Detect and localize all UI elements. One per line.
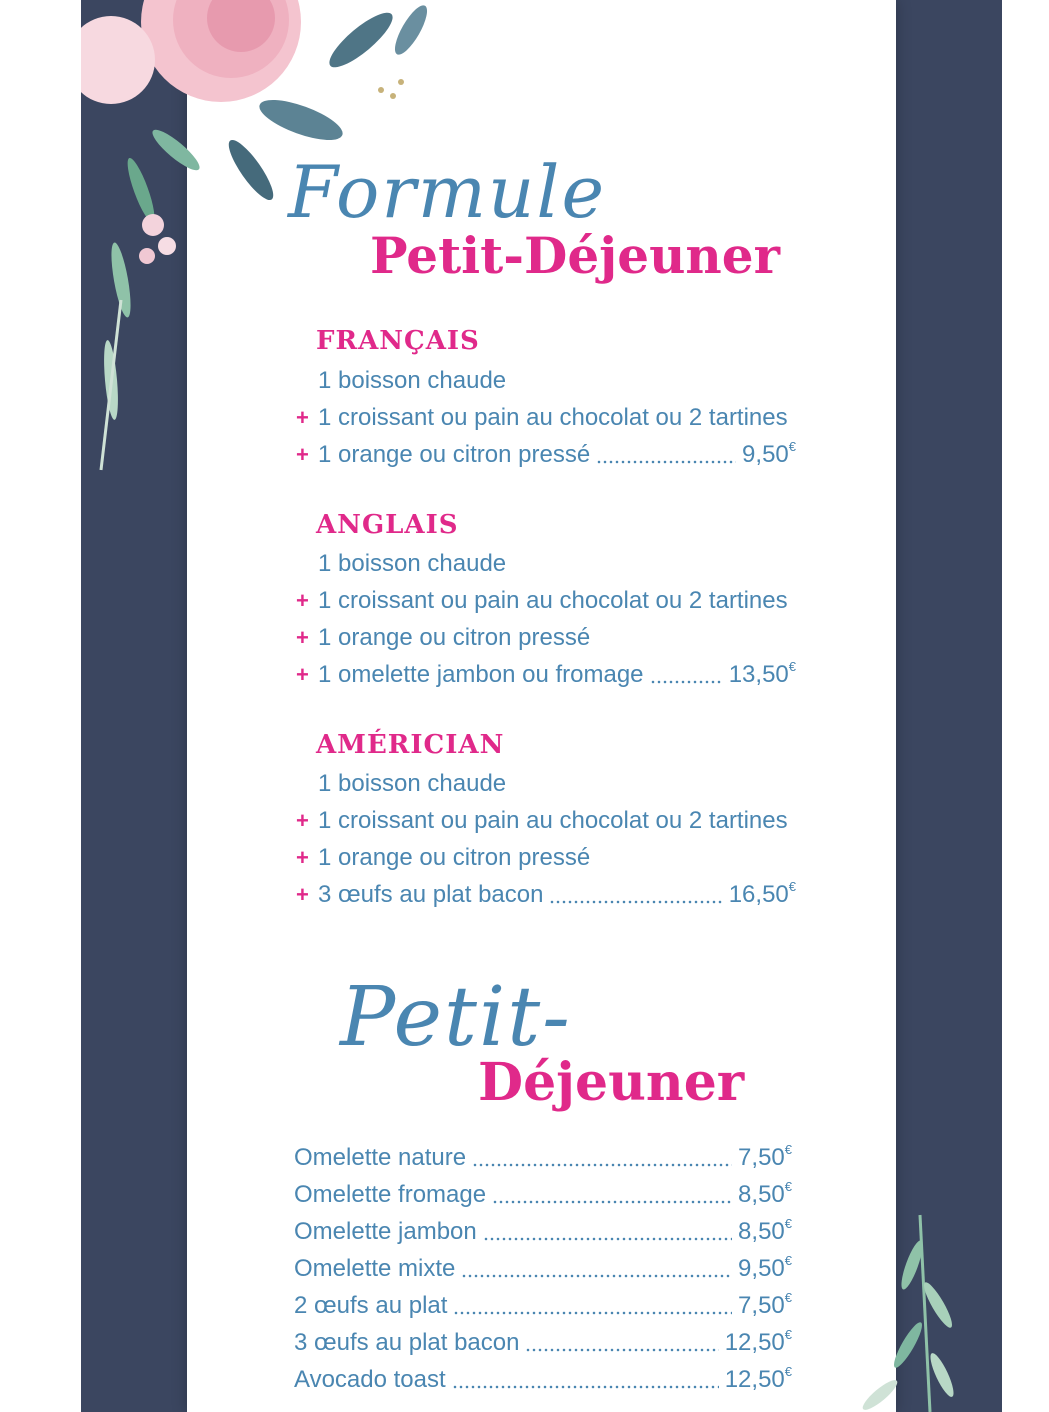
carte-price: 7,50€ xyxy=(738,1142,792,1171)
plus-icon: + xyxy=(296,662,309,687)
carte-item-text: Omelette mixte xyxy=(294,1255,456,1282)
formula-item-text: 1 croissant ou pain au chocolat ou 2 tartines xyxy=(318,807,788,834)
formula-price: 16,50€ xyxy=(728,879,796,908)
formula-line xyxy=(296,621,796,655)
formula-line xyxy=(296,547,796,581)
carte-line xyxy=(294,1326,792,1360)
formula-line xyxy=(296,804,796,838)
carte-price: 9,50€ xyxy=(738,1253,792,1282)
formula-price: 13,50€ xyxy=(728,659,796,688)
carte-price: 8,50€ xyxy=(738,1216,792,1245)
carte-item-text: Omelette fromage xyxy=(294,1181,487,1208)
plus-icon: + xyxy=(296,808,309,833)
formula-price: 9,50€ xyxy=(742,439,796,468)
formula-line xyxy=(296,364,796,398)
carte-line xyxy=(294,1178,792,1212)
dot-leader xyxy=(472,1163,732,1167)
carte-item-text: 3 œufs au plat bacon xyxy=(294,1329,520,1356)
formula-line xyxy=(296,584,796,618)
carte-item-text: Omelette nature xyxy=(294,1144,467,1171)
formula-item-text: 1 orange ou citron pressé xyxy=(318,441,591,468)
carte-item-text: Omelette jambon xyxy=(294,1218,477,1245)
dot-leader xyxy=(596,460,736,464)
carte-line xyxy=(294,1252,792,1286)
dot-leader xyxy=(453,1311,732,1315)
dot-leader xyxy=(452,1385,719,1389)
carte-line xyxy=(294,1215,792,1249)
dot-leader xyxy=(461,1274,732,1278)
carte-item-text: 2 œufs au plat xyxy=(294,1292,448,1319)
petit-script-title: Petit- xyxy=(340,970,572,1065)
plus-icon: + xyxy=(296,845,309,870)
formula-line xyxy=(296,767,796,801)
dot-leader xyxy=(525,1348,718,1352)
dot-leader xyxy=(549,900,722,904)
carte-line xyxy=(294,1289,792,1323)
plus-icon: + xyxy=(296,882,309,907)
navy-right-band xyxy=(896,0,1002,1412)
formula-item-text: 1 croissant ou pain au chocolat ou 2 tartines xyxy=(318,404,788,431)
formula-item-text: 1 orange ou citron pressé xyxy=(318,624,591,651)
dot-leader xyxy=(650,680,723,684)
formula-line xyxy=(296,401,796,435)
carte-price: 8,50€ xyxy=(738,1179,792,1208)
formula-line xyxy=(296,438,796,472)
formula-line xyxy=(296,658,796,692)
formule-bold-title: Petit-Déjeuner xyxy=(370,226,780,285)
formula-line xyxy=(296,841,796,875)
carte-price: 12,50€ xyxy=(724,1327,792,1356)
carte-line xyxy=(294,1141,792,1175)
formula-item-text: 1 croissant ou pain au chocolat ou 2 tartines xyxy=(318,587,788,614)
carte-price: 12,50€ xyxy=(724,1364,792,1393)
formula-item-text: 1 boisson chaude xyxy=(318,367,507,394)
petit-bold-title: Déjeuner xyxy=(478,1052,745,1113)
plus-icon: + xyxy=(296,625,309,650)
formula-item-text: 3 œufs au plat bacon xyxy=(318,881,544,908)
leaf-decoration-icon xyxy=(860,1205,990,1412)
dot-leader xyxy=(492,1200,732,1204)
formula-item-text: 1 boisson chaude xyxy=(318,770,507,797)
formula-line xyxy=(296,878,796,912)
carte-item-text: Avocado toast xyxy=(294,1366,446,1393)
formula-item-text: 1 omelette jambon ou fromage xyxy=(318,661,644,688)
carte-line xyxy=(294,1363,792,1397)
formula-item-text: 1 orange ou citron pressé xyxy=(318,844,591,871)
formula-item-text: 1 boisson chaude xyxy=(318,550,507,577)
section-americian-title: AMÉRICIAN xyxy=(316,730,505,760)
carte-price: 7,50€ xyxy=(738,1290,792,1319)
plus-icon: + xyxy=(296,442,309,467)
formule-script-title: Formule xyxy=(288,150,607,234)
plus-icon: + xyxy=(296,405,309,430)
dot-leader xyxy=(483,1237,732,1241)
section-francais-title: FRANÇAIS xyxy=(316,326,480,356)
section-anglais-title: ANGLAIS xyxy=(316,510,459,540)
plus-icon: + xyxy=(296,588,309,613)
